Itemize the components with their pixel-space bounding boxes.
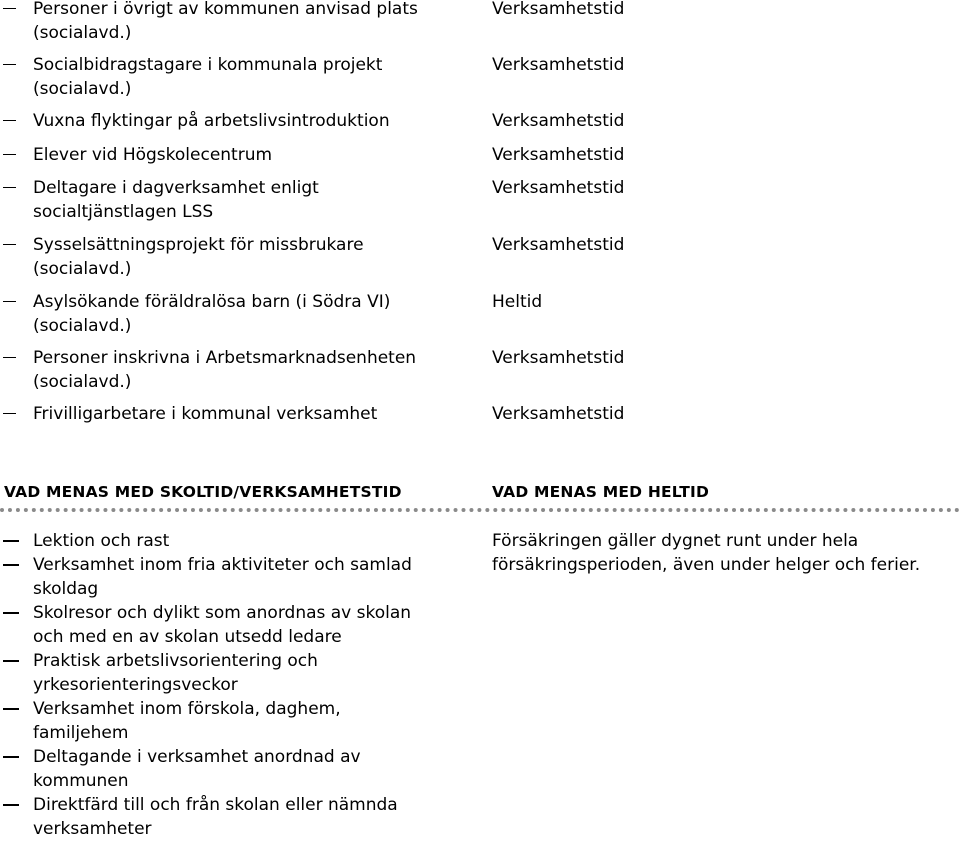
coverage-time: Verksamhetstid bbox=[492, 178, 625, 198]
coverage-time: Verksamhetstid bbox=[492, 235, 625, 255]
dash-bullet-icon bbox=[3, 413, 16, 414]
dash-bullet-icon bbox=[3, 64, 16, 65]
dash-bullet-icon bbox=[3, 756, 19, 758]
dash-bullet-icon bbox=[3, 612, 19, 614]
coverage-time: Verksamhetstid bbox=[492, 0, 625, 19]
group-label: Asylsökande föräldralösa barn (i Södra VI) (socialavd.) bbox=[33, 292, 391, 336]
school-time-item: Direktfärd till och från skolan eller nämnda verksamheter bbox=[33, 795, 398, 839]
dotted-divider bbox=[0, 508, 960, 512]
full-time-description: Försäkringen gäller dygnet runt under hela försäkringsperioden, även under helger och ferier. bbox=[492, 531, 921, 575]
school-time-item: Deltagande i verksamhet anordnad av kommunen bbox=[33, 747, 361, 791]
group-label: Vuxna flyktingar på arbetslivsintroduktion bbox=[33, 111, 390, 131]
dash-bullet-icon bbox=[3, 804, 19, 806]
school-time-item: Skolresor och dylikt som anordnas av skolan och med en av skolan utsedd ledare bbox=[33, 603, 412, 647]
coverage-time: Verksamhetstid bbox=[492, 145, 625, 165]
group-label: Frivilligarbetare i kommunal verksamhet bbox=[33, 404, 378, 424]
dash-bullet-icon bbox=[3, 8, 16, 9]
dash-bullet-icon bbox=[3, 357, 16, 358]
group-label: Personer i övrigt av kommunen anvisad plats (socialavd.) bbox=[33, 0, 418, 43]
coverage-time: Verksamhetstid bbox=[492, 55, 625, 75]
full-time-heading: VAD MENAS MED HELTID bbox=[492, 483, 710, 501]
dash-bullet-icon bbox=[3, 540, 19, 542]
coverage-time: Verksamhetstid bbox=[492, 348, 625, 368]
dash-bullet-icon bbox=[3, 120, 16, 121]
coverage-time: Heltid bbox=[492, 292, 543, 312]
dash-bullet-icon bbox=[3, 154, 16, 155]
school-time-item: Lektion och rast bbox=[33, 531, 170, 551]
group-label: Personer inskrivna i Arbetsmarknadsenheten (socialavd.) bbox=[33, 348, 417, 392]
dash-bullet-icon bbox=[3, 244, 16, 245]
group-label: Sysselsättningsprojekt för missbrukare (socialavd.) bbox=[33, 235, 364, 279]
group-label: Elever vid Högskolecentrum bbox=[33, 145, 273, 165]
coverage-time: Verksamhetstid bbox=[492, 111, 625, 131]
dash-bullet-icon bbox=[3, 660, 19, 662]
coverage-time: Verksamhetstid bbox=[492, 404, 625, 424]
group-label: Deltagare i dagverksamhet enligt socialtjänstlagen LSS bbox=[33, 178, 319, 222]
school-time-item: Praktisk arbetslivsorientering och yrkesorienteringsveckor bbox=[33, 651, 318, 695]
dash-bullet-icon bbox=[3, 564, 19, 566]
dash-bullet-icon bbox=[3, 187, 16, 188]
school-time-heading: VAD MENAS MED SKOLTID/VERKSAMHETSTID bbox=[4, 483, 402, 501]
school-time-item: Verksamhet inom fria aktiviteter och samlad skoldag bbox=[33, 555, 412, 599]
dash-bullet-icon bbox=[3, 301, 16, 302]
dash-bullet-icon bbox=[3, 708, 19, 710]
group-label: Socialbidragstagare i kommunala projekt (socialavd.) bbox=[33, 55, 383, 99]
school-time-item: Verksamhet inom förskola, daghem, familjehem bbox=[33, 699, 341, 743]
